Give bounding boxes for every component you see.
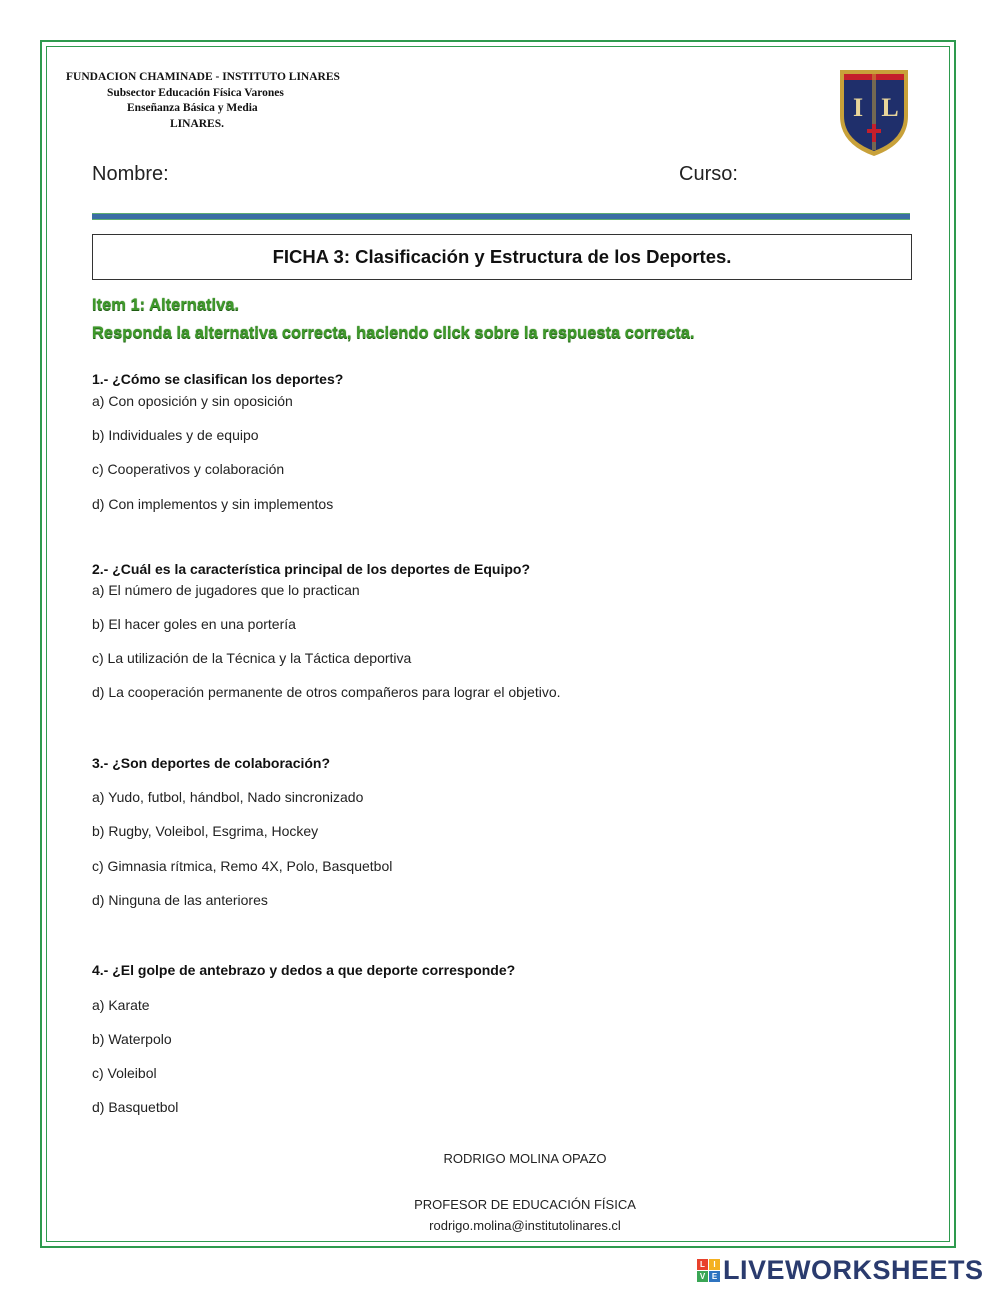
question-4-option-d[interactable]: d) Basquetbol [92,1099,179,1115]
question-1-option-c[interactable]: c) Cooperativos y colaboración [92,461,285,477]
school-header [60,70,360,132]
question-2-option-c[interactable]: c) La utilización de la Técnica y la Táctica deportiva [92,650,412,666]
header-line-4: LINARES. [170,117,225,130]
badge-letter-i: I [709,1259,720,1270]
question-4-option-c[interactable]: c) Voleibol [92,1065,157,1081]
question-4-option-a[interactable]: a) Karate [92,997,150,1013]
question-2-option-b[interactable]: b) El hacer goles en una portería [92,616,296,632]
badge-letter-l: L [697,1259,708,1270]
question-4-title: 4.- ¿El golpe de antebrazo y dedos a que deporte corresponde? [92,962,516,978]
header-line-1: FUNDACION CHAMINADE - INSTITUTO LINARES [66,71,340,83]
school-crest-icon [836,66,912,160]
header-line-3: Enseñanza Básica y Media [127,102,258,114]
question-2-option-a[interactable]: a) El número de jugadores que lo practican [92,582,360,598]
item-heading [92,291,695,347]
question-3-title: 3.- ¿Son deportes de colaboración? [92,755,331,771]
question-3-option-a[interactable]: a) Yudo, futbol, hándbol, Nado sincronizado [92,789,364,805]
question-1-option-a[interactable]: a) Con oposición y sin oposición [92,393,293,409]
page-border-inner [46,46,950,1242]
question-3-option-c[interactable]: c) Gimnasia rítmica, Remo 4X, Polo, Basquetbol [92,858,393,874]
crest-letter-right: L [881,93,899,122]
question-2-title: 2.- ¿Cuál es la característica principal de los deportes de Equipo? [92,561,531,577]
question-2-option-d[interactable]: d) La cooperación permanente de otros compañeros para lograr el objetivo. [92,684,561,700]
question-1-option-d[interactable]: d) Con implementos y sin implementos [92,496,334,512]
header-divider [92,213,910,220]
worksheet-title: FICHA 3: Clasificación y Estructura de los Deportes. [92,234,912,280]
teacher-name: RODRIGO MOLINA OPAZO [443,1151,607,1166]
crest-letter-left: I [852,93,864,122]
item-instruction: Responda la alternativa correcta, haciendo click sobre la respuesta correcta. [92,324,695,342]
liveworksheets-wordmark: LIVEWORKSHEETS [723,1254,984,1285]
teacher-email: rodrigo.molina@institutolinares.cl [429,1218,621,1233]
question-3-option-b[interactable]: b) Rugby, Voleibol, Esgrima, Hockey [92,823,319,839]
teacher-role: PROFESOR DE EDUCACIÓN FÍSICA [414,1197,636,1212]
liveworksheets-logo-icon [697,1259,720,1282]
header-line-2: Subsector Educación Física Varones [107,86,284,99]
badge-letter-e: E [709,1271,720,1282]
course-field-label: Curso: [679,163,738,185]
question-1-option-b[interactable]: b) Individuales y de equipo [92,427,259,443]
question-3-option-d[interactable]: d) Ninguna de las anteriores [92,892,268,908]
item-title: Item 1: Alternativa. [92,296,240,314]
question-4-option-b[interactable]: b) Waterpolo [92,1031,172,1047]
badge-letter-v: V [697,1271,708,1282]
liveworksheets-brand [697,1255,984,1285]
question-1-title: 1.- ¿Cómo se clasifican los deportes? [92,371,344,387]
name-field-label: Nombre: [92,163,169,185]
